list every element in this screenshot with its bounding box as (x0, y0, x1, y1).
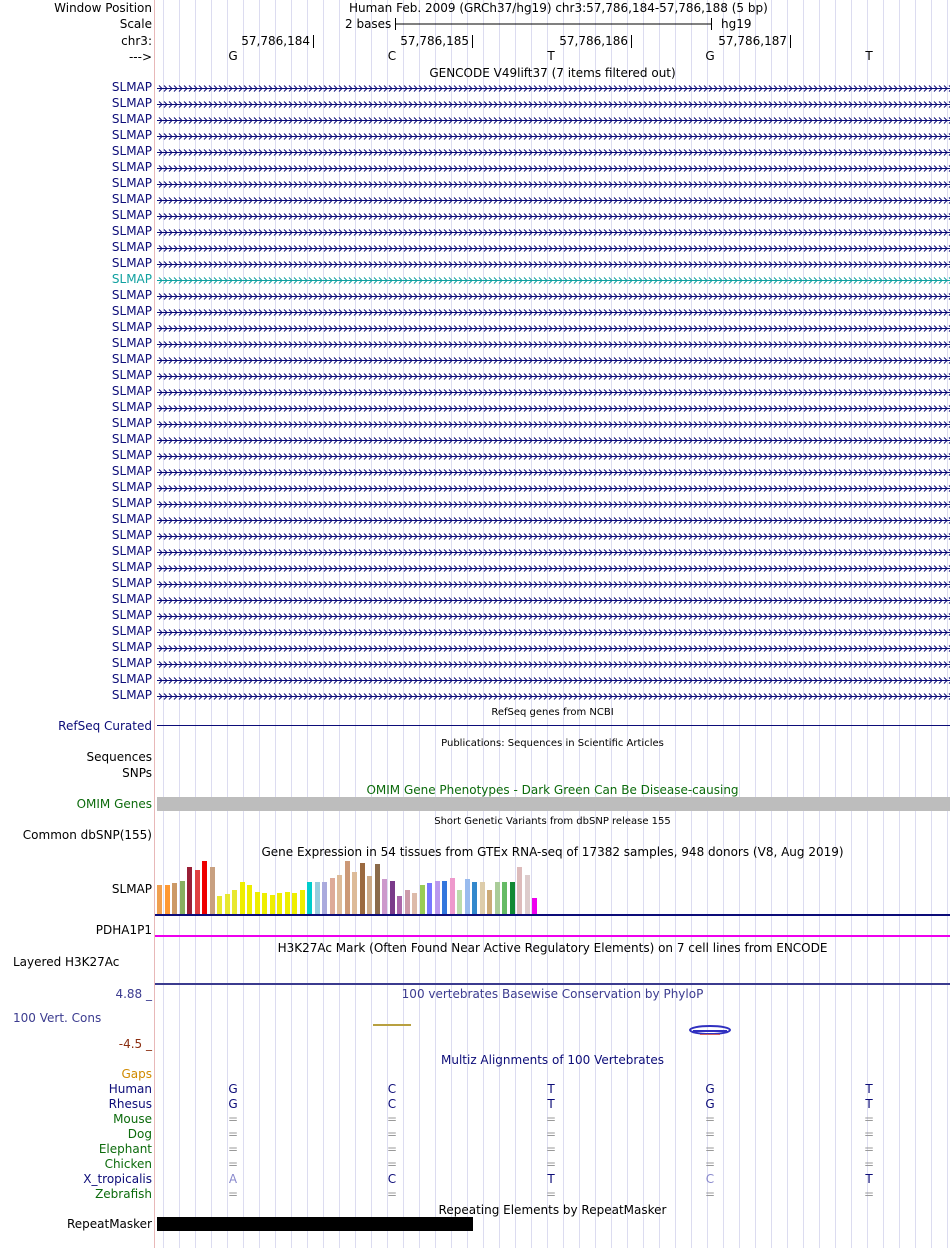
reference-base: C (387, 49, 397, 63)
gtex-tissue-bar[interactable] (435, 881, 440, 915)
gencode-transcript-row[interactable] (155, 176, 950, 192)
gencode-transcript-label[interactable]: SLMAP (111, 144, 152, 158)
multiz-aligned-base: = (386, 1142, 398, 1156)
gencode-transcript-label[interactable]: SLMAP (111, 96, 152, 110)
repeatmasker-label[interactable]: RepeatMasker (66, 1217, 152, 1231)
gtex-tissue-bar[interactable] (285, 892, 290, 915)
gencode-transcript-label[interactable]: SLMAP (111, 112, 152, 126)
gtex-tissue-bar[interactable] (427, 883, 432, 915)
gtex-tissue-bar[interactable] (217, 896, 222, 915)
gtex-tissue-bar[interactable] (360, 863, 365, 915)
phylop-min-label: -4.5 _ (118, 1037, 152, 1051)
ruler-tick (790, 35, 791, 48)
gencode-transcript-row[interactable] (155, 576, 950, 592)
multiz-species-label[interactable]: Mouse (113, 1112, 152, 1126)
omim-track-title: OMIM Gene Phenotypes - Dark Green Can Be Disease-causing (366, 783, 739, 797)
gencode-transcript-label[interactable]: SLMAP (111, 608, 152, 622)
phylop-conservation-marks[interactable] (155, 1018, 950, 1038)
window-position-label: Window Position (54, 1, 152, 15)
gtex-tissue-bar[interactable] (232, 890, 237, 915)
multiz-species-label[interactable]: Elephant (98, 1142, 152, 1156)
gencode-transcript-row[interactable] (155, 208, 950, 224)
gencode-transcript-row[interactable] (155, 592, 950, 608)
gencode-transcript-label[interactable]: SLMAP (111, 272, 152, 286)
multiz-species-label[interactable]: Chicken (104, 1157, 152, 1171)
gencode-transcript-row[interactable] (155, 128, 950, 144)
gtex-tissue-bar[interactable] (352, 872, 357, 915)
gencode-transcript-row[interactable] (155, 272, 950, 288)
reference-base: T (547, 49, 555, 63)
gencode-transcript-row[interactable] (155, 80, 950, 96)
multiz-species-label[interactable]: Dog (127, 1127, 152, 1141)
gtex-tissue-bar[interactable] (420, 885, 425, 915)
multiz-aligned-base: = (227, 1112, 239, 1126)
gtex-tissue-bar[interactable] (412, 893, 417, 915)
gtex-tissue-bar[interactable] (270, 895, 275, 915)
multiz-aligned-base: = (863, 1187, 875, 1201)
gtex-tissue-bar[interactable] (532, 898, 537, 915)
gencode-transcript-row[interactable] (155, 656, 950, 672)
gencode-transcript-label[interactable]: SLMAP (111, 176, 152, 190)
gencode-transcript-label[interactable]: SLMAP (111, 448, 152, 462)
gencode-transcript-row[interactable] (155, 560, 950, 576)
gtex-tissue-bar[interactable] (330, 878, 335, 915)
gtex-tissue-bar[interactable] (517, 867, 522, 915)
gencode-transcript-row[interactable] (155, 368, 950, 384)
gencode-transcript-row[interactable] (155, 352, 950, 368)
phylop-max-label: 4.88 _ (115, 987, 152, 1001)
gencode-transcript-label[interactable]: SLMAP (111, 352, 152, 366)
gencode-transcript-label[interactable]: SLMAP (111, 496, 152, 510)
gencode-transcript-label[interactable]: SLMAP (111, 560, 152, 574)
gencode-transcript-row[interactable] (155, 448, 950, 464)
gtex-pdha1p1-label[interactable]: PDHA1P1 (95, 923, 152, 937)
common-dbsnp-label[interactable]: Common dbSNP(155) (22, 828, 152, 842)
gencode-transcript-row[interactable] (155, 256, 950, 272)
gtex-tissue-bar[interactable] (442, 881, 447, 915)
gtex-tissue-bar[interactable] (397, 896, 402, 915)
gencode-transcript-label[interactable]: SLMAP (111, 192, 152, 206)
multiz-aligned-base: T (547, 1082, 555, 1096)
gtex-tissue-bar[interactable] (487, 890, 492, 915)
multiz-aligned-base: C (387, 1172, 397, 1186)
publications-snps-label[interactable]: SNPs (122, 766, 152, 780)
gtex-expression-bars[interactable] (155, 860, 555, 915)
gtex-tissue-bar[interactable] (247, 885, 252, 915)
multiz-aligned-base: = (704, 1142, 716, 1156)
gtex-tissue-bar[interactable] (525, 875, 530, 915)
gencode-transcript-row[interactable] (155, 288, 950, 304)
ruler-tick (472, 35, 473, 48)
multiz-aligned-base: = (704, 1157, 716, 1171)
gtex-tissue-bar[interactable] (450, 878, 455, 915)
ruler-position-label: 57,786,184 (241, 34, 310, 48)
gencode-transcript-label[interactable]: SLMAP (111, 528, 152, 542)
multiz-aligned-base: = (386, 1127, 398, 1141)
gencode-transcript-label[interactable]: SLMAP (111, 480, 152, 494)
refseq-curated-label[interactable]: RefSeq Curated (58, 719, 152, 733)
omim-genes-label[interactable]: OMIM Genes (76, 797, 152, 811)
gtex-pdha1p1-gene-line[interactable] (155, 935, 950, 937)
multiz-aligned-base: = (704, 1187, 716, 1201)
ruler-tick (313, 35, 314, 48)
gtex-tissue-bar[interactable] (165, 885, 170, 915)
gencode-transcript-row[interactable] (155, 96, 950, 112)
chrom-label: chr3: (121, 34, 152, 48)
strand-label: ---> (128, 50, 152, 64)
phylop-track-title: 100 vertebrates Basewise Conservation by PhyloP (401, 987, 704, 1001)
gencode-transcript-label[interactable]: SLMAP (111, 128, 152, 142)
gtex-tissue-bar[interactable] (405, 890, 410, 915)
gtex-tissue-bar[interactable] (322, 882, 327, 915)
multiz-species-label[interactable]: Human (108, 1082, 152, 1096)
gencode-transcript-label[interactable]: SLMAP (111, 432, 152, 446)
multiz-aligned-base: T (547, 1172, 555, 1186)
gencode-transcript-row[interactable] (155, 496, 950, 512)
gtex-tissue-bar[interactable] (180, 881, 185, 915)
gencode-transcript-row[interactable] (155, 640, 950, 656)
multiz-aligned-base: = (863, 1127, 875, 1141)
gencode-transcript-label[interactable]: SLMAP (111, 464, 152, 478)
multiz-species-label[interactable]: Zebrafish (95, 1187, 152, 1201)
gencode-transcript-label[interactable]: SLMAP (111, 624, 152, 638)
gencode-transcript-row[interactable] (155, 672, 950, 688)
gtex-tissue-bar[interactable] (510, 882, 515, 915)
multiz-aligned-base: = (545, 1187, 557, 1201)
gencode-transcript-label[interactable]: SLMAP (111, 240, 152, 254)
h3k27ac-track-title: H3K27Ac Mark (Often Found Near Active Regulatory Elements) on 7 cell lines from ENCODE (277, 941, 828, 955)
gtex-slmap-gene-line[interactable] (155, 914, 950, 916)
gencode-transcript-label[interactable]: SLMAP (111, 208, 152, 222)
gtex-tissue-bar[interactable] (292, 893, 297, 915)
gencode-transcript-label[interactable]: SLMAP (111, 160, 152, 174)
multiz-aligned-base: = (863, 1112, 875, 1126)
gencode-transcript-row[interactable] (155, 608, 950, 624)
gencode-transcript-label[interactable]: SLMAP (111, 512, 152, 526)
multiz-aligned-base: = (386, 1187, 398, 1201)
gencode-transcript-label[interactable]: SLMAP (111, 256, 152, 270)
gencode-transcript-label[interactable]: SLMAP (111, 320, 152, 334)
gtex-tissue-bar[interactable] (240, 882, 245, 915)
gencode-transcript-row[interactable] (155, 384, 950, 400)
gencode-transcript-label[interactable]: SLMAP (111, 224, 152, 238)
gencode-transcript-label[interactable]: SLMAP (111, 384, 152, 398)
gtex-tissue-bar[interactable] (375, 864, 380, 915)
multiz-aligned-base: = (545, 1142, 557, 1156)
gtex-tissue-bar[interactable] (262, 893, 267, 915)
publications-track-title: Publications: Sequences in Scientific Articles (441, 738, 664, 749)
gencode-transcript-row[interactable] (155, 224, 950, 240)
gencode-transcript-label[interactable]: SLMAP (111, 368, 152, 382)
multiz-aligned-base: T (547, 1097, 555, 1111)
multiz-aligned-base: = (545, 1127, 557, 1141)
gencode-transcript-label[interactable]: SLMAP (111, 592, 152, 606)
h3k27ac-signal-baseline[interactable] (155, 983, 950, 985)
multiz-aligned-base: G (705, 1097, 715, 1111)
multiz-species-label[interactable]: Rhesus (108, 1097, 152, 1111)
multiz-aligned-base: = (227, 1142, 239, 1156)
multiz-aligned-base: G (705, 1082, 715, 1096)
publications-sequences-label[interactable]: Sequences (86, 750, 152, 764)
gtex-tissue-bar[interactable] (345, 861, 350, 915)
gencode-transcript-label[interactable]: SLMAP (111, 416, 152, 430)
multiz-aligned-base: C (387, 1082, 397, 1096)
layered-h3k27ac-label[interactable]: Layered H3K27Ac (13, 955, 120, 969)
assembly-label: hg19 (721, 17, 752, 31)
gencode-transcript-label[interactable]: SLMAP (111, 576, 152, 590)
gtex-tissue-bar[interactable] (367, 876, 372, 915)
scale-bar (155, 16, 950, 32)
gencode-transcript-label[interactable]: SLMAP (111, 400, 152, 414)
gencode-transcript-row[interactable] (155, 480, 950, 496)
multiz-aligned-base: = (227, 1127, 239, 1141)
gtex-tissue-bar[interactable] (390, 881, 395, 915)
gtex-tissue-bar[interactable] (277, 893, 282, 915)
gencode-transcript-row[interactable] (155, 320, 950, 336)
multiz-aligned-base: = (386, 1157, 398, 1171)
multiz-aligned-base: T (865, 1097, 873, 1111)
multiz-aligned-base: = (704, 1127, 716, 1141)
gtex-tissue-bar[interactable] (495, 882, 500, 915)
multiz-aligned-base: C (387, 1097, 397, 1111)
reference-base: G (705, 49, 715, 63)
gtex-tissue-bar[interactable] (315, 882, 320, 915)
gencode-transcript-row[interactable] (155, 528, 950, 544)
gencode-transcript-label[interactable]: SLMAP (111, 640, 152, 654)
gtex-tissue-bar[interactable] (337, 875, 342, 915)
gencode-transcript-row[interactable] (155, 544, 950, 560)
gencode-transcript-row[interactable] (155, 688, 950, 704)
multiz-gaps-label: Gaps (121, 1067, 152, 1081)
gencode-transcript-row[interactable] (155, 160, 950, 176)
gtex-tissue-bar[interactable] (187, 867, 192, 915)
multiz-aligned-base: T (865, 1172, 873, 1186)
ruler-position-label: 57,786,185 (400, 34, 469, 48)
gencode-transcript-label[interactable]: SLMAP (111, 672, 152, 686)
gtex-tissue-bar[interactable] (202, 861, 207, 915)
gencode-transcript-row[interactable] (155, 464, 950, 480)
dbsnp-track-title: Short Genetic Variants from dbSNP release 155 (434, 816, 671, 827)
gencode-transcript-row[interactable] (155, 624, 950, 640)
multiz-track-title: Multiz Alignments of 100 Vertebrates (440, 1053, 665, 1067)
gtex-tissue-bar[interactable] (225, 894, 230, 915)
repeatmasker-track-title: Repeating Elements by RepeatMasker (438, 1203, 667, 1217)
gtex-tissue-bar[interactable] (210, 867, 215, 915)
multiz-aligned-base: = (545, 1112, 557, 1126)
gencode-transcript-row[interactable] (155, 240, 950, 256)
multiz-aligned-base: = (545, 1157, 557, 1171)
gtex-tissue-bar[interactable] (195, 870, 200, 915)
gencode-transcript-row[interactable] (155, 304, 950, 320)
gencode-track-title: GENCODE V49lift37 (7 items filtered out) (429, 66, 676, 80)
multiz-aligned-base: = (704, 1112, 716, 1126)
refseq-track-title: RefSeq genes from NCBI (491, 707, 614, 718)
gencode-transcript-row[interactable] (155, 336, 950, 352)
refseq-gene-line[interactable] (157, 725, 950, 726)
gtex-tissue-bar[interactable] (480, 882, 485, 915)
phylop-100-vert-cons-label[interactable]: 100 Vert. Cons (13, 1011, 102, 1025)
gtex-tissue-bar[interactable] (465, 879, 470, 915)
ruler-position-label: 57,786,186 (559, 34, 628, 48)
gtex-slmap-label[interactable]: SLMAP (111, 882, 152, 896)
multiz-aligned-base: = (863, 1157, 875, 1171)
gencode-transcript-row[interactable] (155, 144, 950, 160)
scale-label: Scale (119, 17, 152, 31)
window-position-text: Human Feb. 2009 (GRCh37/hg19) chr3:57,786,184-57,786,188 (5 bp) (349, 1, 768, 15)
ruler-tick (631, 35, 632, 48)
gtex-tissue-bar[interactable] (300, 890, 305, 915)
multiz-aligned-base: C (705, 1172, 715, 1186)
reference-base: T (865, 49, 873, 63)
gtex-tissue-bar[interactable] (307, 882, 312, 915)
multiz-aligned-base: A (228, 1172, 238, 1186)
gtex-tissue-bar[interactable] (172, 883, 177, 915)
gtex-tissue-bar[interactable] (157, 885, 162, 915)
repeatmasker-element-block[interactable] (157, 1217, 473, 1231)
gencode-transcript-row[interactable] (155, 192, 950, 208)
multiz-aligned-base: = (863, 1142, 875, 1156)
multiz-aligned-base: G (228, 1082, 238, 1096)
gencode-transcript-row[interactable] (155, 416, 950, 432)
scale-text: 2 bases (345, 17, 392, 31)
omim-gene-block[interactable] (157, 797, 950, 811)
gtex-track-title: Gene Expression in 54 tissues from GTEx RNA-seq of 17382 samples, 948 donors (V8, Aug 2019) (261, 845, 844, 859)
gencode-transcript-label[interactable]: SLMAP (111, 288, 152, 302)
multiz-aligned-base: = (227, 1187, 239, 1201)
multiz-aligned-base: G (228, 1097, 238, 1111)
gencode-transcript-label[interactable]: SLMAP (111, 80, 152, 94)
gtex-tissue-bar[interactable] (255, 892, 260, 915)
multiz-species-label[interactable]: X_tropicalis (83, 1172, 152, 1186)
gtex-tissue-bar[interactable] (472, 882, 477, 915)
gencode-transcript-row[interactable] (155, 512, 950, 528)
gencode-transcript-label[interactable]: SLMAP (111, 336, 152, 350)
track-data-area[interactable] (155, 0, 950, 1248)
gencode-transcript-row[interactable] (155, 112, 950, 128)
multiz-aligned-base: = (227, 1157, 239, 1171)
multiz-aligned-base: T (865, 1082, 873, 1096)
gencode-transcript-label[interactable]: SLMAP (111, 304, 152, 318)
multiz-aligned-base: = (386, 1112, 398, 1126)
gtex-tissue-bar[interactable] (382, 879, 387, 915)
reference-base: G (228, 49, 238, 63)
gencode-transcript-label[interactable]: SLMAP (111, 544, 152, 558)
track-label-column (0, 0, 155, 1248)
gencode-transcript-label[interactable]: SLMAP (111, 688, 152, 702)
gtex-tissue-bar[interactable] (457, 890, 462, 915)
gencode-transcript-label[interactable]: SLMAP (111, 656, 152, 670)
gtex-tissue-bar[interactable] (502, 882, 507, 915)
gencode-transcript-row[interactable] (155, 400, 950, 416)
ruler-position-label: 57,786,187 (718, 34, 787, 48)
gencode-transcript-row[interactable] (155, 432, 950, 448)
